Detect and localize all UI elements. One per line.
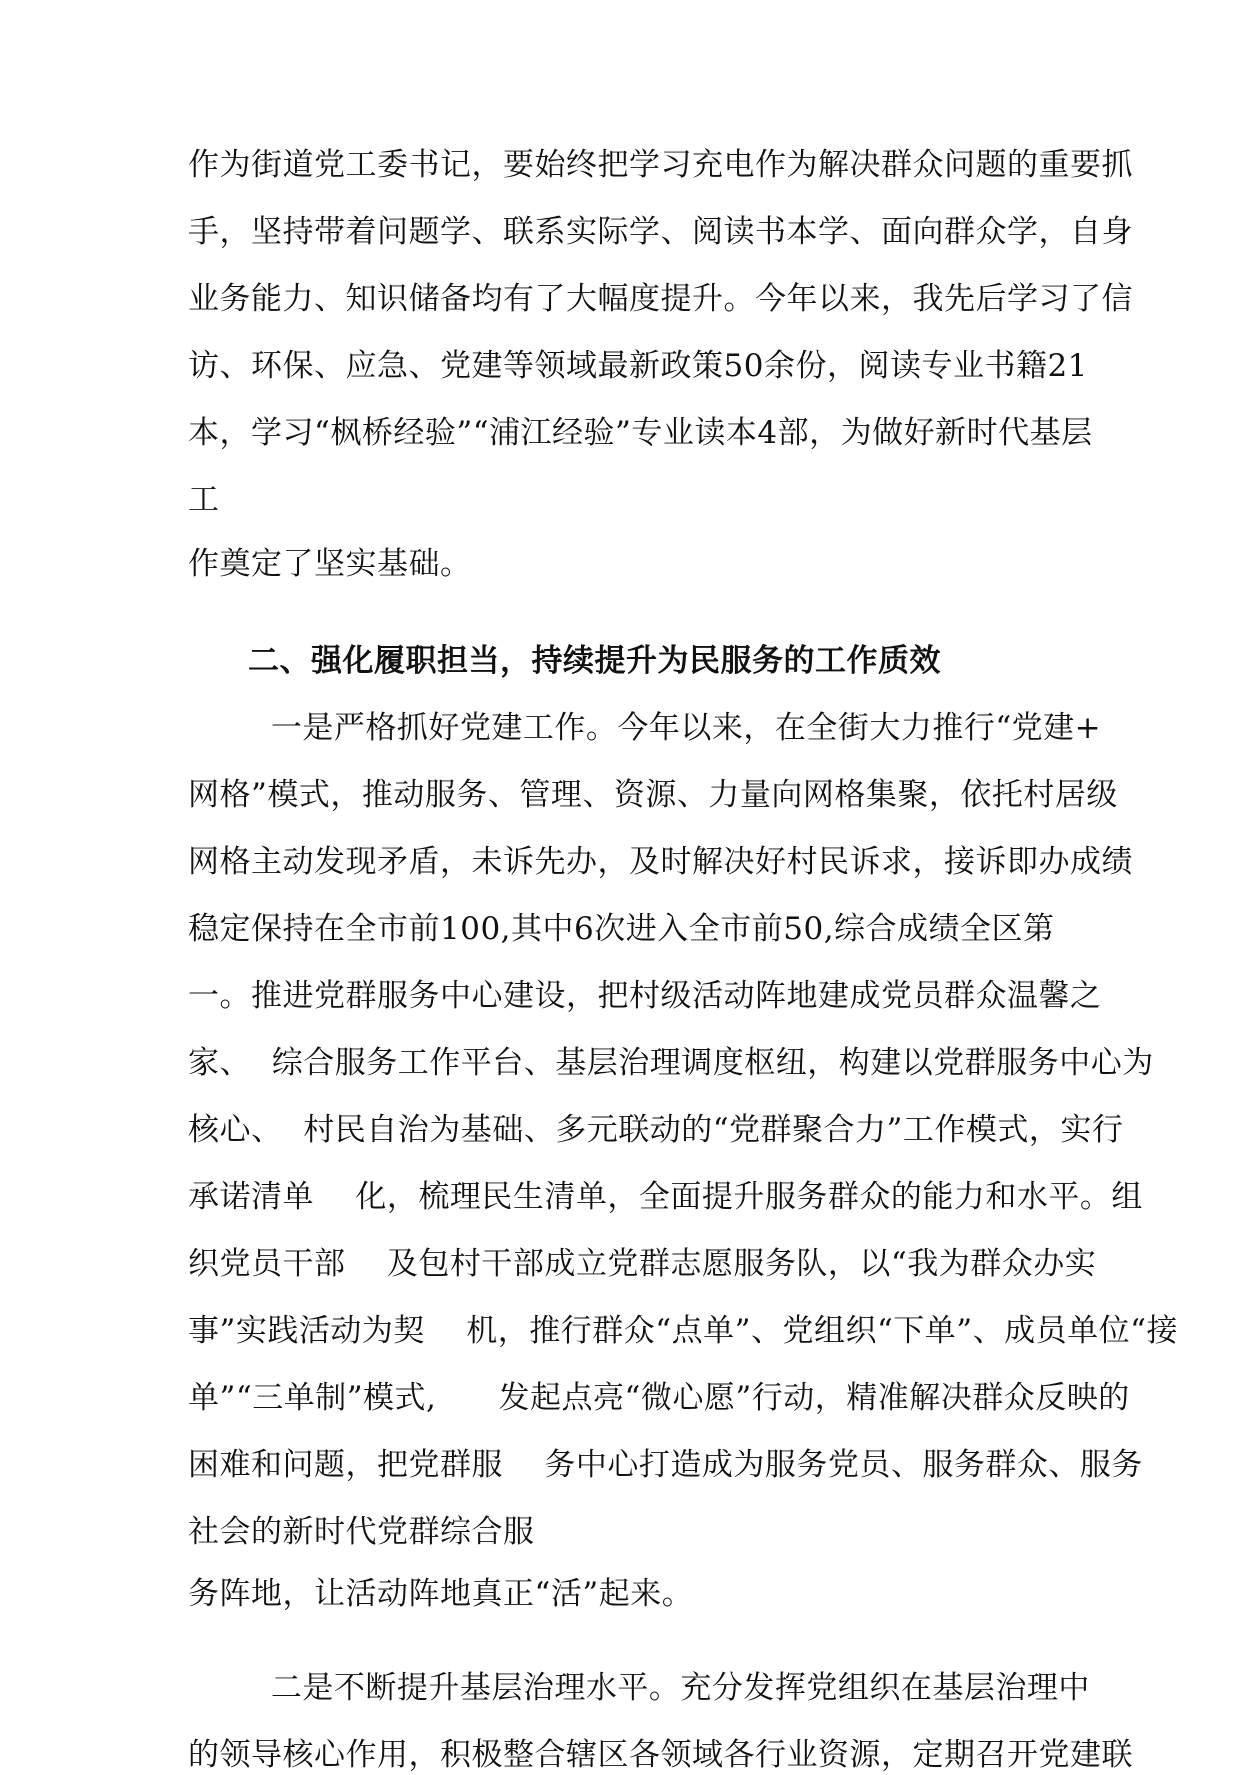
paragraph1-line-7: 作奠定了坚实基础。 bbox=[188, 546, 472, 582]
paragraph2-line-12: 困难和问题，把党群服 务中心打造成为服务党员、服务群众、服务 bbox=[188, 1447, 1143, 1483]
paragraph2-line-9: 织党员干部 及包村干部成立党群志愿服务队，以“我为群众办实 bbox=[188, 1246, 1097, 1282]
paragraph2-line-2: 网格”模式，推动服务、管理、资源、力量向网格集聚，依托村居级 bbox=[188, 777, 1118, 813]
paragraph2-line-3: 网格主动发现矛盾，未诉先办，及时解决好村民诉求，接诉即办成绩 bbox=[188, 844, 1133, 880]
paragraph2-line-10: 事”实践活动为契 机，推行群众“点单”、党组织“下单”、成员单位“接 bbox=[188, 1313, 1179, 1349]
paragraph1-line-5: 本，学习“枫桥经验”“浦江经验”专业读本4部，为做好新时代基层 bbox=[188, 415, 1093, 451]
paragraph1-line-1: 作为街道党工委书记，要始终把学习充电作为解决群众问题的重要抓 bbox=[188, 147, 1133, 183]
paragraph2-line-14: 务阵地，让活动阵地真正“活”起来。 bbox=[188, 1576, 694, 1612]
paragraph2-line-7: 核心、 村民自治为基础、多元联动的“党群聚合力”工作模式，实行 bbox=[188, 1112, 1124, 1148]
paragraph1-line-3: 业务能力、知识储备均有了大幅度提升。今年以来，我先后学习了信 bbox=[188, 281, 1133, 317]
paragraph2-line-8: 承诺清单 化，梳理民生清单，全面提升服务群众的能力和水平。组 bbox=[188, 1179, 1143, 1215]
paragraph3-line-2: 的领导核心作用，积极整合辖区各领域各行业资源，定期召开党建联 bbox=[188, 1737, 1133, 1773]
paragraph2-line-6: 家、 综合服务工作平台、基层治理调度枢纽，构建以党群服务中心为 bbox=[188, 1045, 1154, 1081]
paragraph3-line-1: 二是不断提升基层治理水平。充分发挥党组织在基层治理中 bbox=[188, 1670, 1090, 1706]
paragraph2-line-1: 一是严格抓好党建工作。今年以来，在全街大力推行“党建+ bbox=[188, 710, 1102, 746]
paragraph2-line-5: 一。推进党群服务中心建设，把村级活动阵地建成党员群众温馨之 bbox=[188, 978, 1102, 1014]
paragraph2-line-4: 稳定保持在全市前100,其中6次进入全市前50,综合成绩全区第 bbox=[188, 911, 1055, 947]
section-heading: 二、强化履职担当，持续提升为民服务的工作质效 bbox=[248, 643, 941, 679]
paragraph2-line-13: 社会的新时代党群综合服 bbox=[188, 1514, 535, 1550]
paragraph1-line-6: 工 bbox=[188, 482, 220, 518]
paragraph1-line-4: 访、环保、应急、党建等领域最新政策50余份，阅读专业书籍21 bbox=[188, 348, 1088, 384]
paragraph1-line-2: 手，坚持带着问题学、联系实际学、阅读书本学、面向群众学，自身 bbox=[188, 214, 1133, 250]
paragraph2-line-11: 单”“三单制”模式, 发起点亮“微心愿”行动，精准解决群众反映的 bbox=[188, 1380, 1130, 1416]
